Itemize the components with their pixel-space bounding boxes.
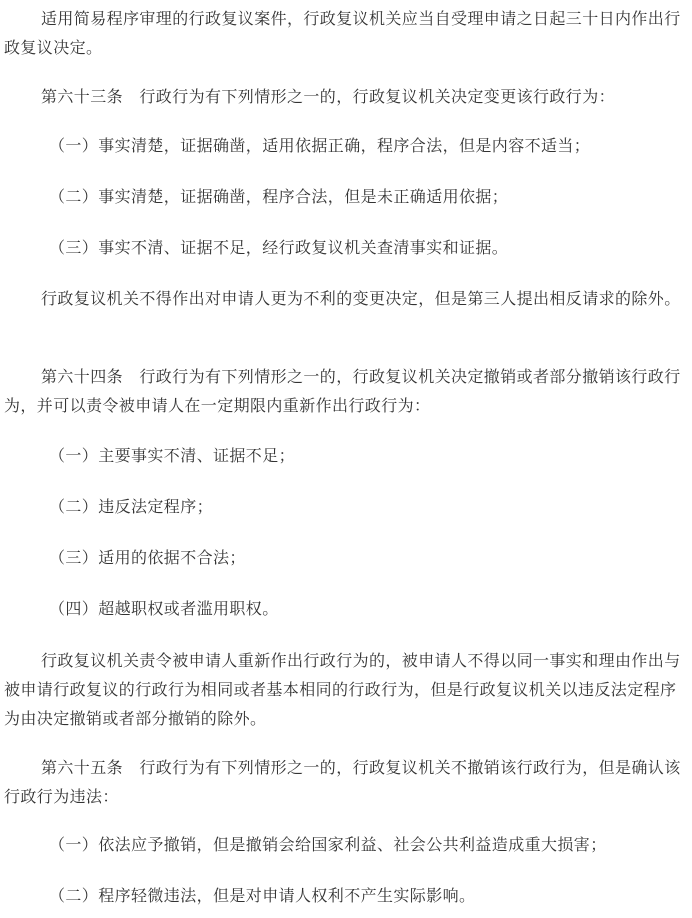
article-64-heading: 第六十四条 行政行为有下列情形之一的，行政复议机关决定撤销或者部分撤销该行政行为，并可以责令被申请人在一定期限内重新作出行政行为： xyxy=(4,367,681,415)
article-63-item-3: （三）事实不清、证据不足，经行政复议机关查清事实和证据。 xyxy=(49,238,509,257)
article-63-item-2: （二）事实清楚，证据确凿，程序合法，但是未正确适用依据； xyxy=(49,187,509,206)
article-64-item-2: （二）违反法定程序； xyxy=(49,497,214,516)
article-64-item-3: （三）适用的依据不合法； xyxy=(49,548,246,567)
article-63-heading: 第六十三条 行政行为有下列情形之一的，行政复议机关决定变更该行政行为： xyxy=(41,87,616,106)
article-64-item-1: （一）主要事实不清、证据不足； xyxy=(49,446,296,465)
article-65-item-2: （二）程序轻微违法，但是对申请人权利不产生实际影响。 xyxy=(49,886,476,905)
paragraph-summary-procedure: 适用简易程序审理的行政复议案件，行政复议机关应当自受理申请之日起三十日内作出行政复议决定。 xyxy=(4,9,681,57)
article-63-item-1: （一）事实清楚，证据确凿，适用依据正确，程序合法，但是内容不适当； xyxy=(49,136,591,155)
article-63-restriction: 行政复议机关不得作出对申请人更为不利的变更决定，但是第三人提出相反请求的除外。 xyxy=(41,289,681,308)
article-65-heading: 第六十五条 行政行为有下列情形之一的，行政复议机关不撤销该行政行为，但是确认该行政行为违法： xyxy=(4,758,681,806)
article-64-item-4: （四）超越职权或者滥用职权。 xyxy=(49,599,279,618)
article-65-item-1: （一）依法应予撤销，但是撤销会给国家利益、社会公共利益造成重大损害； xyxy=(49,835,607,854)
article-64-re-decision: 行政复议机关责令被申请人重新作出行政行为的，被申请人不得以同一事实和理由作出与被申请行政复议的行政行为相同或者基本相同的行政行为，但是行政复议机关以违反法定程序为由决定撤销或者部分撤销的除外。 xyxy=(4,651,681,728)
